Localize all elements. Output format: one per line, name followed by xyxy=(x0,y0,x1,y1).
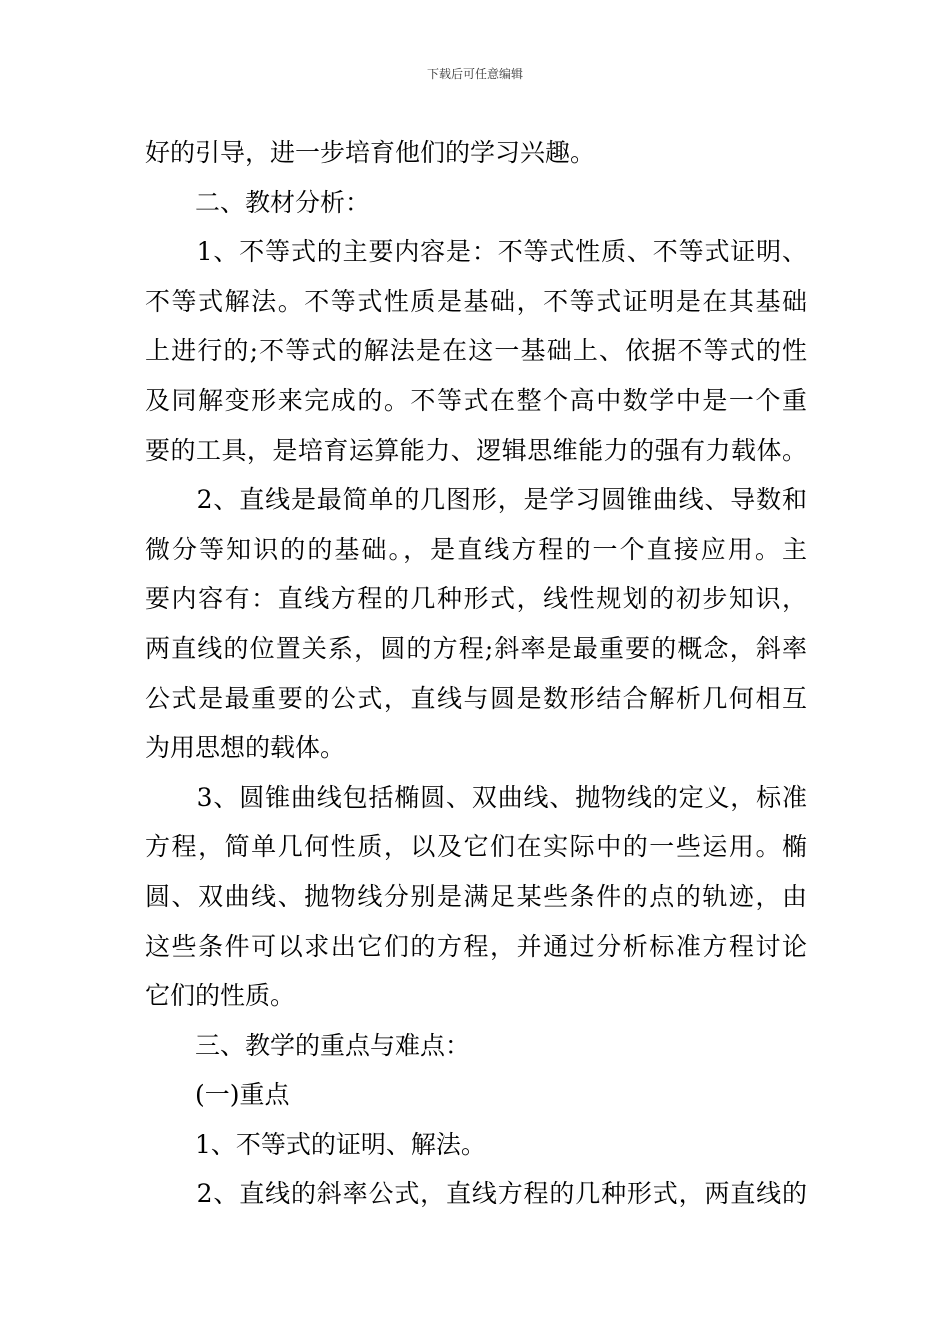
text-line: 两直线的位置关系，圆的方程;斜率是最重要的概念，斜率 xyxy=(145,633,807,663)
list-item: 1、不等式的证明、解法。 xyxy=(145,1129,486,1159)
text-line: 好的引导，进一步培育他们的学习兴趣。 xyxy=(145,138,596,167)
text-line: 方程，简单几何性质，以及它们在实际中的一些运用。椭 xyxy=(145,832,807,862)
text-line: 3、圆锥曲线包括椭圆、双曲线、抛物线的定义，标准 xyxy=(145,782,807,812)
page-header: 下载后可任意编辑 xyxy=(426,67,523,81)
text-line: 2、直线是最简单的几图形，是学习圆锥曲线、导数和 xyxy=(145,485,807,515)
text-line: 为用思想的载体。 xyxy=(145,733,346,763)
list-item: 2、直线的斜率公式，直线方程的几种形式，两直线的 xyxy=(145,1179,807,1209)
document-body xyxy=(145,128,807,1219)
text-line: 1、不等式的主要内容是：不等式性质、不等式证明、 xyxy=(145,237,807,267)
text-line: 这些条件可以求出它们的方程，并通过分析标准方程讨论 xyxy=(145,931,807,961)
text-line: 圆、双曲线、抛物线分别是满足某些条件的点的轨迹，由 xyxy=(145,881,807,911)
text-line: 微分等知识的的基础。，是直线方程的一个直接应用。主 xyxy=(145,534,807,564)
text-line: 公式是最重要的公式，直线与圆是数形结合解析几何相互 xyxy=(145,683,807,713)
text-line: 及同解变形来完成的。不等式在整个高中数学中是一个重 xyxy=(145,385,807,415)
text-line: 要的工具，是培育运算能力、逻辑思维能力的强有力载体。 xyxy=(145,435,807,465)
subsection-heading: (一)重点 xyxy=(145,1080,290,1110)
text-line: 它们的性质。 xyxy=(145,981,296,1011)
section-heading: 三、教学的重点与难点： xyxy=(145,1030,471,1060)
text-line: 要内容有：直线方程的几种形式，线性规划的初步知识， xyxy=(145,584,807,614)
section-heading: 二、教材分析： xyxy=(145,187,371,217)
text-line: 上进行的;不等式的解法是在这一基础上、依据不等式的性 xyxy=(145,336,807,366)
text-line: 不等式解法。不等式性质是基础，不等式证明是在其基础 xyxy=(145,286,807,316)
